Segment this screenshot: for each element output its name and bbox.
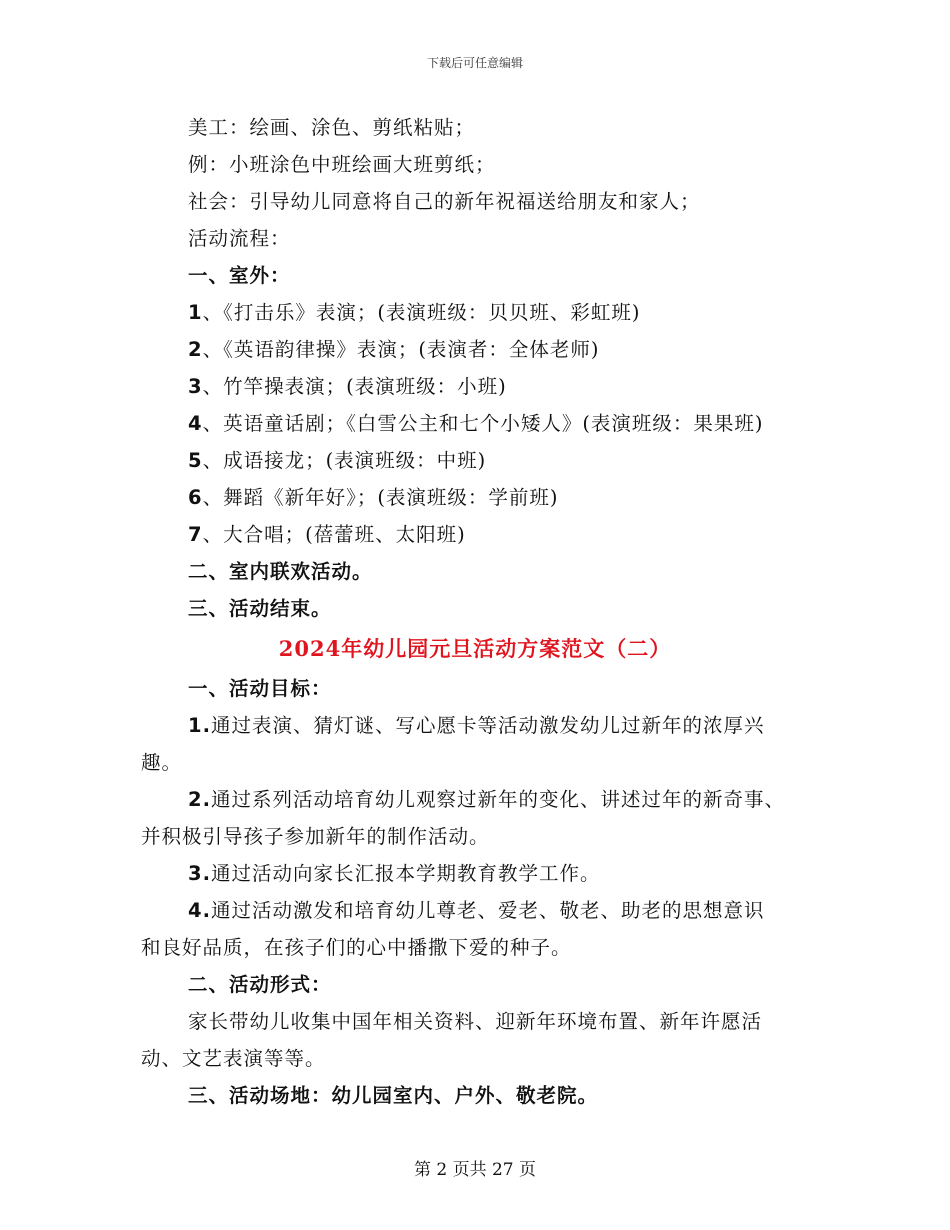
page-footer: 第 2 页共 27 页 [413, 1160, 537, 1180]
section-heading: 三、活动场地：幼儿园室内、户外、敬老院。 [188, 1084, 599, 1107]
list-text: 、成语接龙；(表演班级：中班) [202, 449, 487, 472]
page-header: 下载后可任意编辑 [426, 56, 523, 70]
text-line: 活动流程： [188, 227, 291, 250]
list-item [188, 337, 600, 363]
text-line: 美工：绘画、涂色、剪纸粘贴； [188, 116, 476, 139]
list-item [188, 448, 486, 474]
list-text: 、《英语韵律操》表演；(表演者：全体老师) [202, 338, 600, 361]
list-number: 5 [188, 449, 203, 472]
goal-text: 通过活动激发和培育幼儿尊老、爱老、敬老、助老的思想意识 [210, 899, 765, 922]
text-line: 社会：引导幼儿同意将自己的新年祝福送给朋友和家人； [188, 190, 701, 213]
paragraph-line: 动、文艺表演等等。 [141, 1047, 326, 1070]
paragraph-line: 家长带幼儿收集中国年相关资料、迎新年环境布置、新年许愿活 [188, 1010, 763, 1033]
list-text: 、竹竿操表演；(表演班级：小班) [202, 375, 507, 398]
text-line: 例：小班涂色中班绘画大班剪纸； [188, 153, 496, 176]
list-item [188, 300, 641, 326]
paragraph-line [188, 861, 601, 887]
document-title: 2024年幼儿园元旦活动方案范文（二） [278, 636, 672, 661]
paragraph-line: 和良好品质，在孩子们的心中播撒下爱的种子。 [141, 936, 572, 959]
paragraph-line: 趣。 [141, 751, 183, 774]
goal-number: 3. [188, 862, 211, 885]
list-text: 、《打击乐》表演；(表演班级：贝贝班、彩虹班) [202, 301, 641, 324]
goal-text: 通过表演、猜灯谜、写心愿卡等活动激发幼儿过新年的浓厚兴 [210, 714, 765, 737]
list-text: 、英语童话剧；《白雪公主和七个小矮人》(表演班级：果果班) [202, 412, 764, 435]
paragraph-line [188, 898, 765, 924]
goal-number: 1. [188, 714, 211, 737]
section-heading: 二、活动形式： [188, 973, 332, 996]
list-text: 、舞蹈《新年好》；(表演班级：学前班) [202, 486, 559, 509]
list-item [188, 485, 559, 511]
list-number: 1 [188, 301, 203, 324]
list-item [188, 522, 466, 548]
section-heading: 三、活动结束。 [188, 597, 332, 620]
goal-number: 4. [188, 899, 211, 922]
list-item [188, 374, 507, 400]
list-number: 3 [188, 375, 203, 398]
goal-text: 通过系列活动培育幼儿观察过新年的变化、讲述过年的新奇事、 [210, 788, 785, 811]
section-heading: 一、活动目标： [188, 677, 332, 700]
list-number: 7 [188, 523, 203, 546]
list-number: 2 [188, 338, 203, 361]
paragraph-line [188, 713, 765, 739]
list-item [188, 411, 764, 437]
goal-number: 2. [188, 788, 211, 811]
paragraph-line: 并积极引导孩子参加新年的制作活动。 [141, 825, 490, 848]
goal-text: 通过活动向家长汇报本学期教育教学工作。 [210, 862, 601, 885]
section-heading: 二、室内联欢活动。 [188, 560, 373, 583]
section-heading: 一、室外： [188, 264, 291, 287]
paragraph-line [188, 787, 785, 813]
list-number: 6 [188, 486, 203, 509]
list-text: 、大合唱；(蓓蕾班、太阳班) [202, 523, 466, 546]
list-number: 4 [188, 412, 203, 435]
